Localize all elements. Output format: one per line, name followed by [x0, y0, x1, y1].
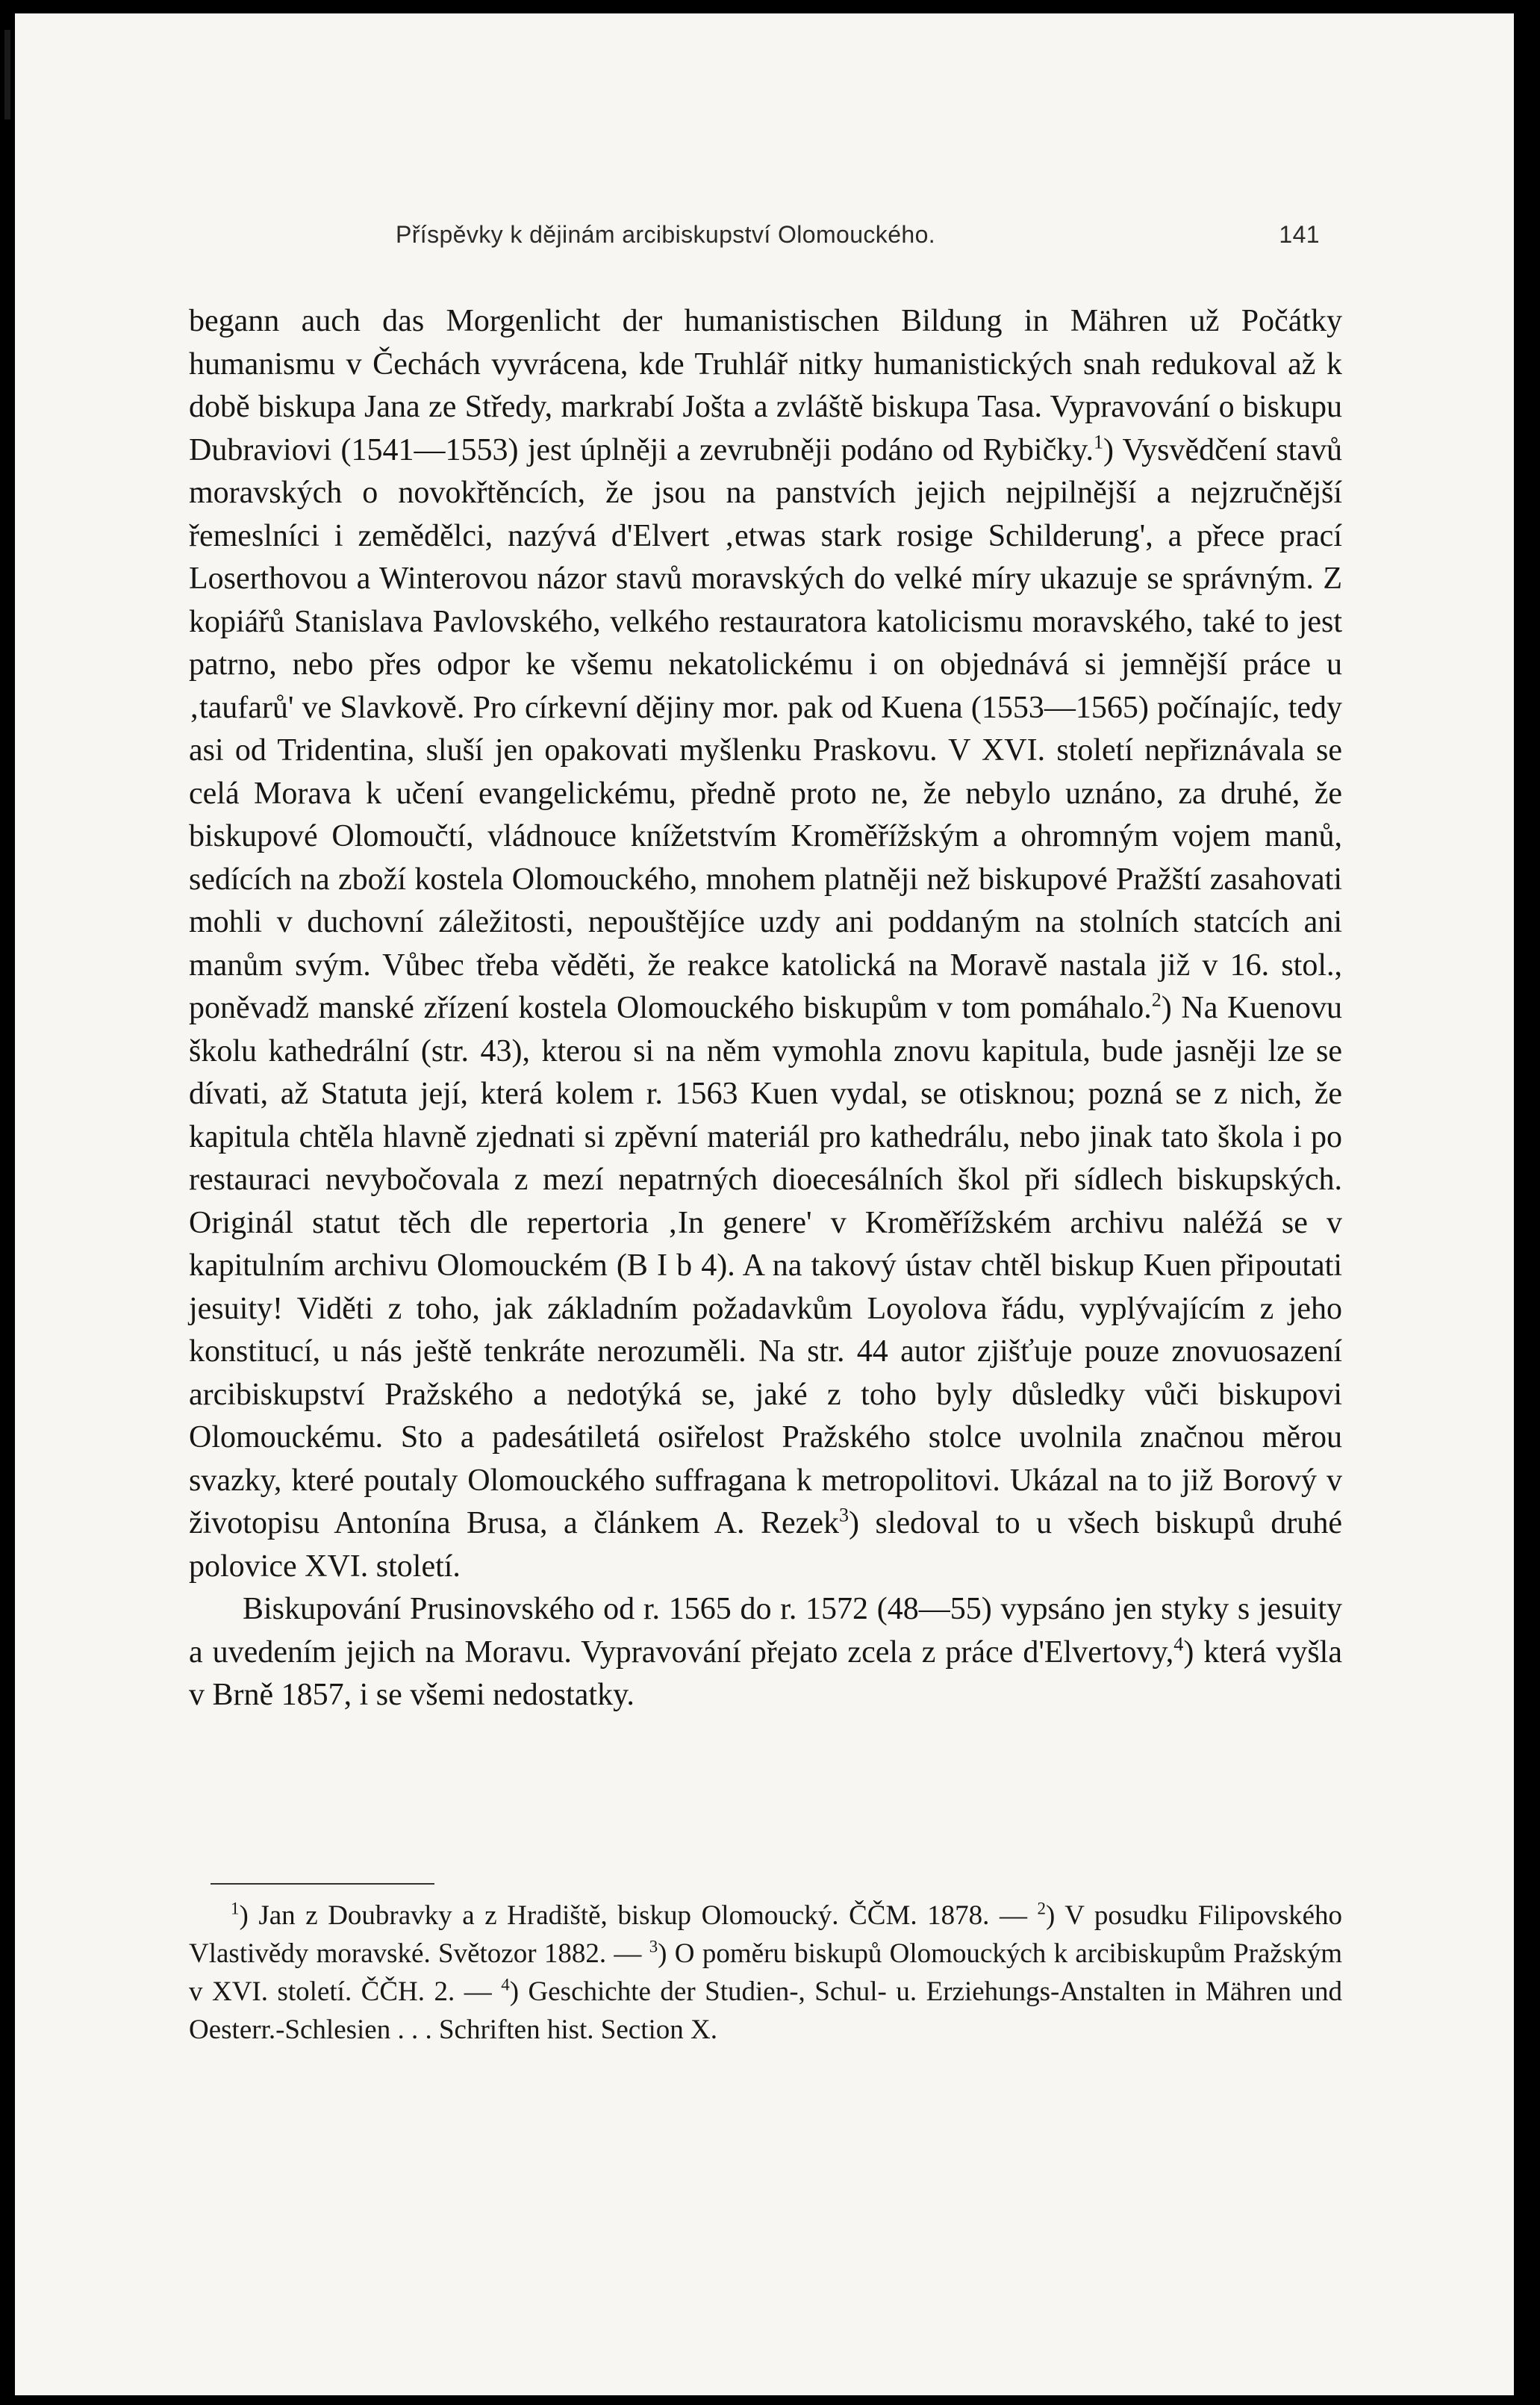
footnote-text: ) O poměru biskupů Olomouckých k arcibiskupům Pražským v XVI. století. ČČH. 2. —: [189, 1938, 1342, 2007]
footnotes: [189, 1897, 1342, 2049]
footnote-mark: 3: [649, 1937, 658, 1956]
footnote: [189, 1900, 1027, 1931]
scan-edge-mark: [4, 30, 10, 119]
footnote-ref: 3: [838, 1504, 849, 1526]
paragraph: [189, 300, 1342, 1588]
text-run: Biskupování Prusinovského od r. 1565 do r. 1572 (48—55) vypsáno jen styky s jesuity a uvedením jejich na Moravu. Vypravování přejato zcela z práce d'Elvertovy,: [189, 1592, 1342, 1670]
footnote-text: ) V posudku Filipovského Vlastivědy moravské. Světozor 1882. —: [189, 1900, 1343, 1969]
footnote-ref: 4: [1173, 1632, 1184, 1655]
running-header: [388, 221, 1335, 258]
footnote-rule: [211, 1883, 434, 1885]
footnote-mark: 1: [231, 1899, 240, 1918]
footnote-text: ) Jan z Doubravky a z Hradiště, biskup Olomoucký. ČČM. 1878. —: [239, 1900, 1027, 1931]
text-run: ) Vysvědčení stavů moravských o novokřtěncích, že jsou na panstvích jejich nejpilnější a nejzručnější řemeslníci i zemědělci, nazývá d'Elvert ‚etwas stark rosige Schilderung', a přece prací Loserthovou a Winterovou názor stavů moravských do velké míry ukazuje se správným. Z kopiářů Stanislava Pavlovského, velkého restauratora katolicismu moravského, také to jest patrno, nebo přes odpor ke všemu nekatolickému i on objednává si jemnější práce u ‚taufarů' ve Slavkově. Pro církevní dějiny mor. pak od Kuena (1553—1565) počínajíc, tedy asi od Tridentina, sluší jen opakovati myšlenku Praskovu. V XVI. století nepřiznávala se celá Morava k učení evangelickému, předně proto ne, že nebylo uznáno, za druhé, že biskupové Olomoučtí, vládnouce knížetstvím Kroměřížským a ohromným vojem manů, sedících na zboží kostela Olomouckého, mnohem platněji než biskupové Pražští zasahovati mohli v duchovní záležitosti, nepouštějíce uzdy ani poddaným na stolních statcích ani manům svým. Vůbec třeba věděti, že reakce katolická na Moravě nastala již v 16. stol., poněvadž manské zřízení kostela Olomouckého biskupům v tom pomáhalo.: [189, 432, 1342, 1025]
text-run: ) sledoval to u všech biskupů druhé polovice XVI. století.: [189, 1506, 1342, 1584]
footnote-mark: 2: [1037, 1899, 1046, 1918]
footnote-ref: 1: [1094, 430, 1104, 452]
footnote-ref: 2: [1151, 989, 1162, 1011]
footnote-mark: 4: [501, 1975, 510, 1994]
body-text: [189, 300, 1342, 1717]
text-run: begann auch das Morgenlicht der humanistischen Bildung in Mähren už Počátky humanismu v Čechách vyvrácena, kde Truhlář nitky humanistických snah redukoval až k době biskupa Jana ze Středy, markrabí Jošta a zvláště biskupa Tasa. Vypravování o biskupu Dubraviovi (1541—1553) jest úplněji a zevrubněji podáno od Rybičky.: [189, 304, 1342, 467]
footnote-text: ) Geschichte der Studien-, Schul- u. Erziehungs-Anstalten in Mähren und Oesterr.-Schlesien . . . Schriften hist. Section X.: [189, 1976, 1342, 2045]
paragraph: [189, 1588, 1342, 1717]
page-number: 141: [1279, 221, 1320, 248]
text-run: ) která vyšla v Brně 1857, i se všemi nedostatky.: [189, 1634, 1342, 1712]
text-run: ) Na Kuenovu školu kathedrální (str. 43), kterou si na něm vymohla znovu kapitula, bude jasněji lze se dívati, až Statuta její, která kolem r. 1563 Kuen vydal, se otisknou; pozná se z nich, že kapitula chtěla hlavně zjednati si zpěvní materiál pro kathedrálu, nebo jinak tato škola i po restauraci nevybočovala z mezí nepatrných dioecesálních škol při sídlech biskupských. Originál statut těch dle repertoria ‚In genere' v Kroměřížském archivu naléžá se v kapitulním archivu Olomouckém (B I b 4). A na takový ústav chtěl biskup Kuen připoutati jesuity! Viděti z toho, jak základním požadavkům Loyolova řádu, vyplývajícím z jeho konstitucí, u nás ještě tenkráte nerozuměli. Na str. 44 autor zjišťuje pouze znovuosazení arcibiskupství Pražského a nedotýká se, jaké z toho byly důsledky vůči biskupovi Olomouckému. Sto a padesátiletá osiřelost Pražského stolce uvolnila značnou měrou svazky, které poutaly Olomouckého suffragana k metropolitovi. Ukázal na to již Borový v životopisu Antonína Brusa, a článkem A. Rezek: [189, 991, 1343, 1540]
running-title: Příspěvky k dějinám arcibiskupství Olomouckého.: [396, 221, 936, 248]
